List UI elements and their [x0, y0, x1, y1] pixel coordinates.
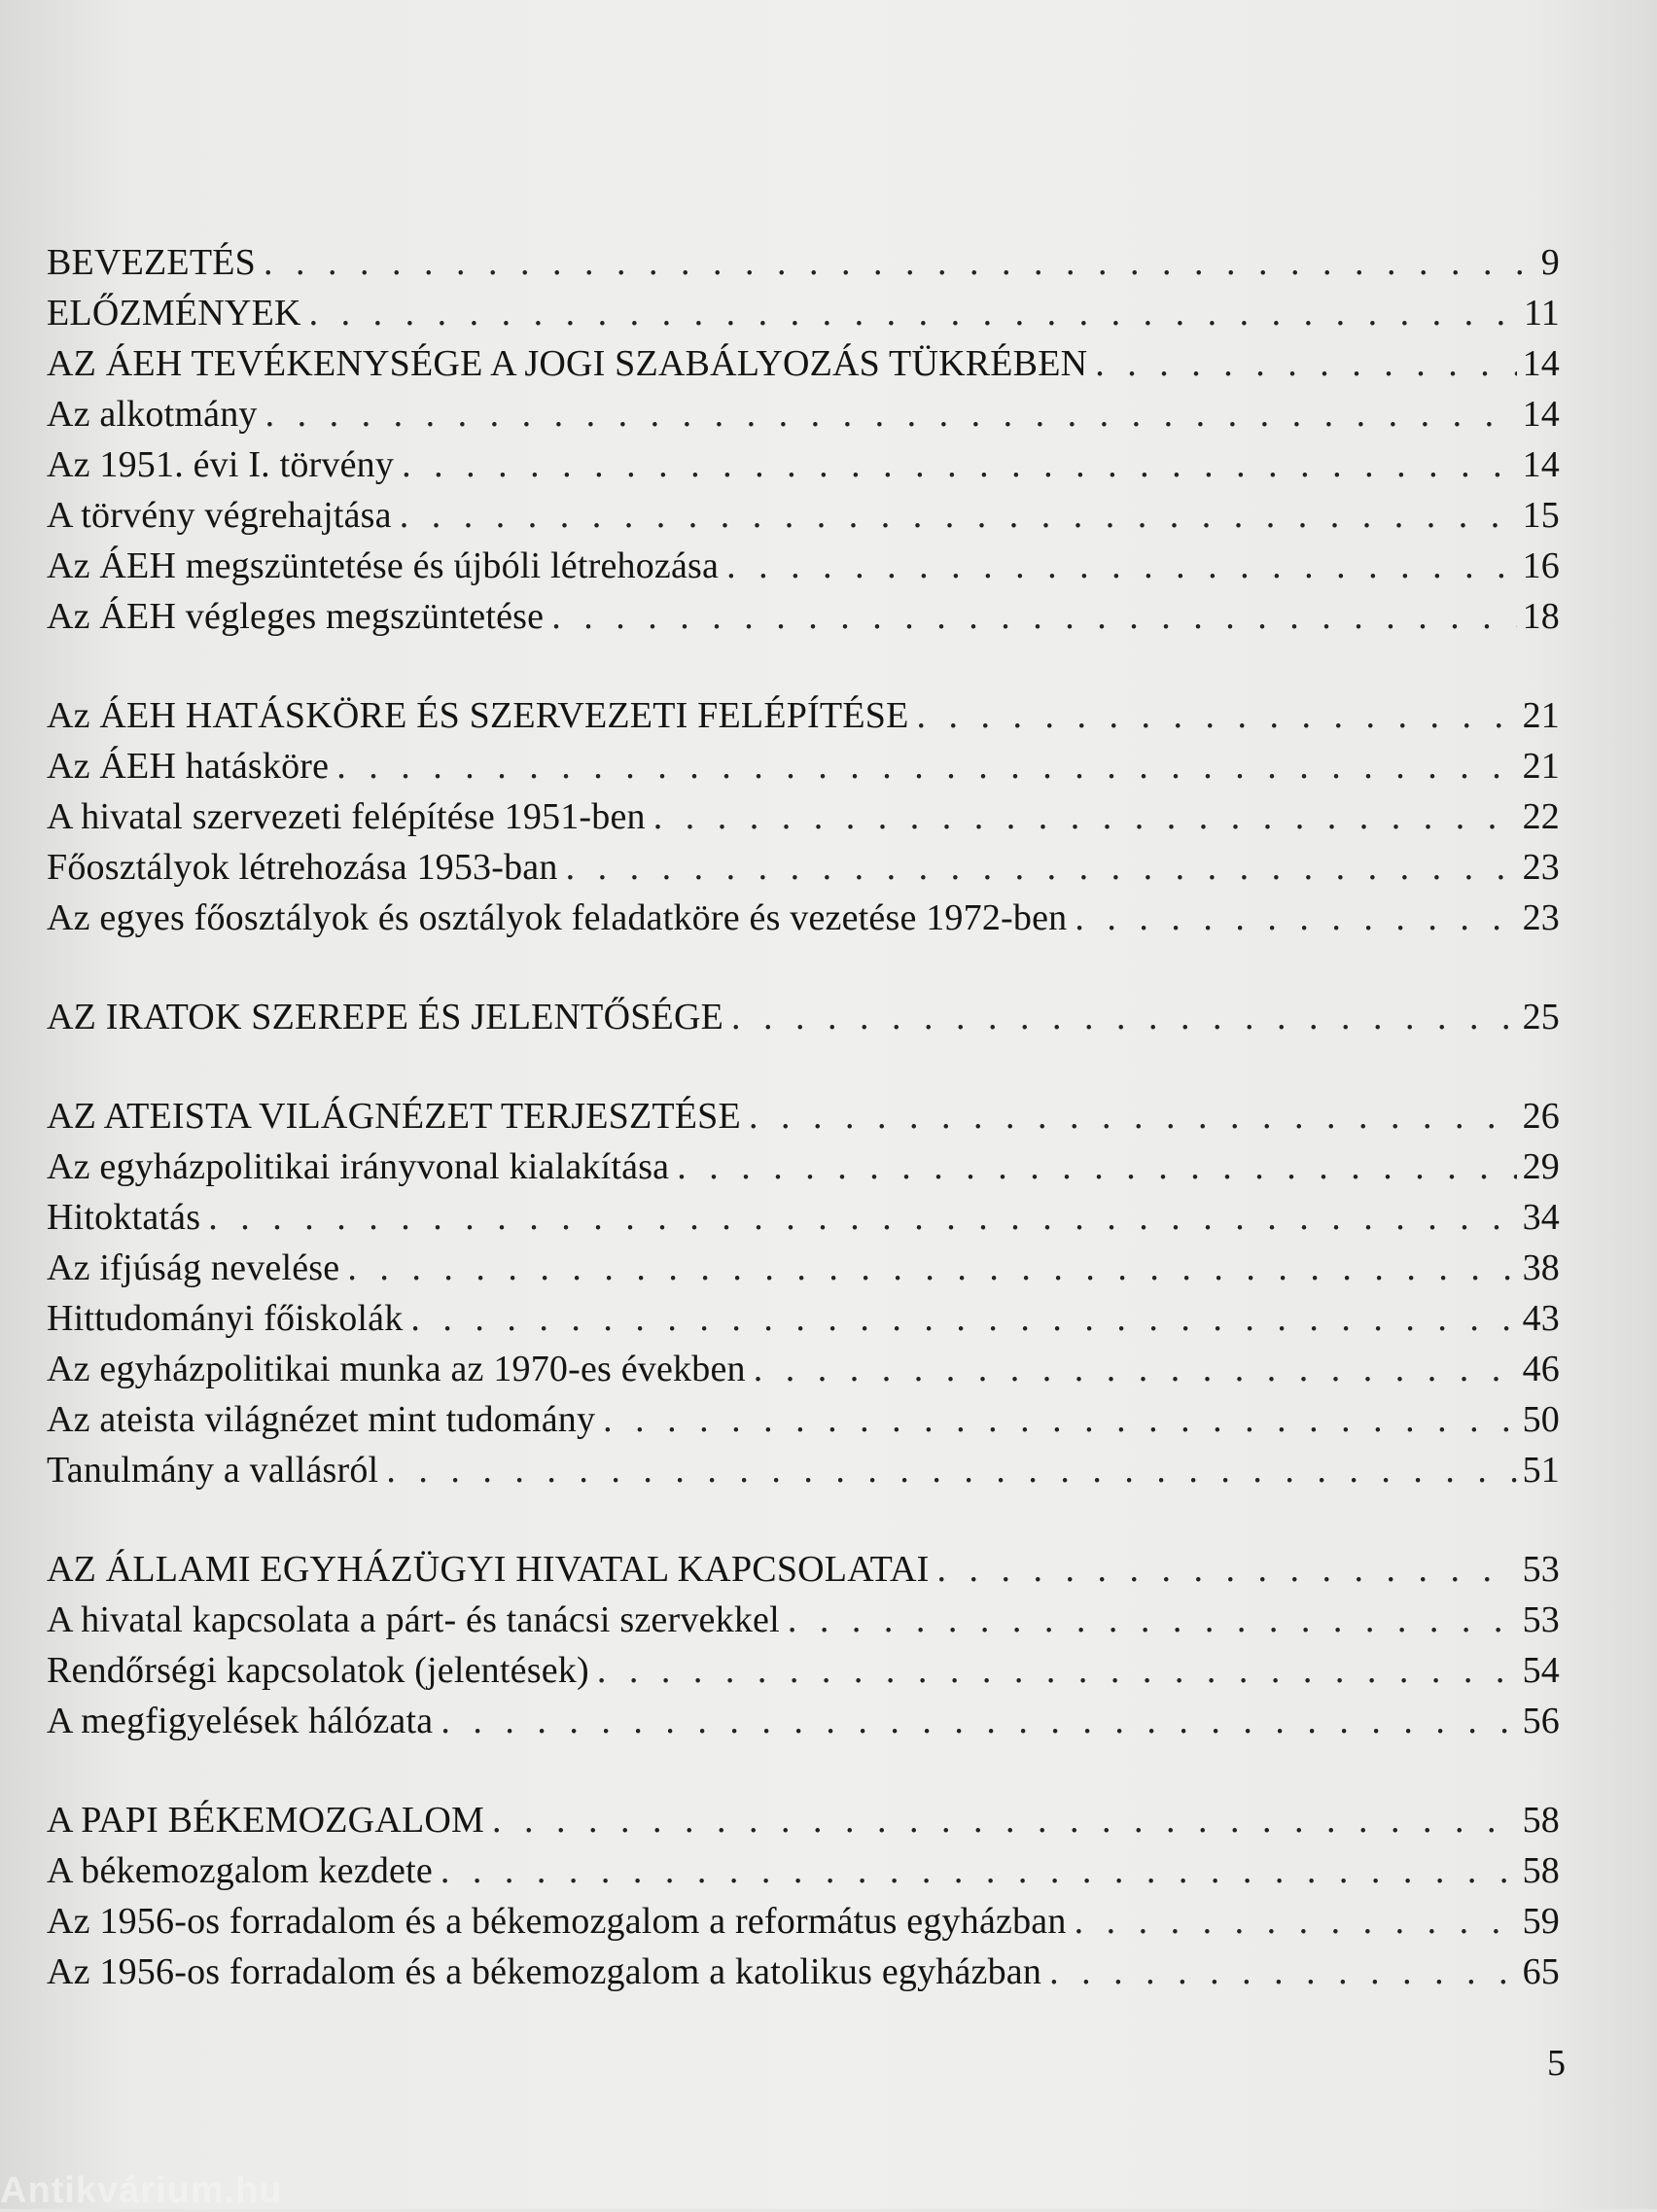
dot-leader	[937, 1548, 1517, 1591]
toc-entry-page: 16	[1522, 545, 1560, 586]
toc-entry-title: A hivatal szervezeti felépítése 1951-ben	[47, 796, 646, 837]
toc-entry-page: 54	[1522, 1650, 1560, 1691]
dot-leader	[402, 443, 1517, 486]
dot-leader	[265, 393, 1517, 436]
dot-leader	[1095, 342, 1516, 385]
toc-entry	[47, 1196, 1560, 1246]
toc-entry	[47, 443, 1560, 494]
toc-entry	[47, 996, 1560, 1046]
toc-entry-title: Az ifjúság nevelése	[47, 1247, 340, 1288]
dot-leader	[1075, 896, 1516, 939]
toc-entry	[47, 1449, 1560, 1499]
toc-entry-page: 46	[1522, 1349, 1560, 1389]
toc-entry-page: 43	[1522, 1298, 1560, 1339]
dot-leader	[400, 494, 1517, 537]
toc-entry	[47, 1598, 1560, 1649]
toc-entry	[47, 1700, 1560, 1750]
toc-entry	[47, 393, 1560, 443]
toc-entry-page: 14	[1522, 444, 1560, 485]
toc-entry-page: 38	[1522, 1247, 1560, 1288]
toc-entry	[47, 1649, 1560, 1700]
toc-entry	[47, 795, 1560, 846]
toc-entry-title: A hivatal kapcsolata a párt- és tanácsi szervekkel	[47, 1599, 780, 1640]
dot-leader	[726, 544, 1516, 587]
dot-leader	[749, 1095, 1517, 1138]
toc-entry	[47, 745, 1560, 795]
toc-entry-page: 51	[1522, 1450, 1560, 1491]
toc-entry	[47, 241, 1560, 292]
toc-entry-title: Rendőrségi kapcsolatok (jelentések)	[47, 1650, 589, 1691]
toc-entry-title: Az egyházpolitikai irányvonal kialakítása	[47, 1146, 670, 1187]
dot-leader	[551, 595, 1516, 638]
dot-leader	[264, 241, 1531, 284]
toc-entry-title: Az ÁEH végleges megszüntetése	[47, 596, 545, 637]
toc-entry-title: Hittudományi főiskolák	[47, 1298, 404, 1339]
dot-leader	[347, 1246, 1516, 1289]
toc-entry-title: A törvény végrehajtása	[47, 495, 392, 536]
toc-entry-page: 53	[1522, 1549, 1560, 1590]
toc-entry-page: 21	[1522, 746, 1560, 787]
dot-leader	[677, 1145, 1516, 1188]
toc-entry-title: Az ÁEH megszüntetése és újbóli létrehozása	[47, 545, 720, 586]
toc-entry-page: 26	[1522, 1096, 1560, 1137]
toc-entry-page: 14	[1522, 343, 1560, 384]
toc-entry	[47, 1348, 1560, 1398]
watermark: Antikvárium.hu	[0, 2170, 283, 2211]
toc-entry-page: 22	[1522, 796, 1560, 837]
dot-leader	[386, 1449, 1516, 1492]
toc-entry-title: ELŐZMÉNYEK	[47, 293, 301, 334]
toc-entry	[47, 694, 1560, 745]
dot-leader	[597, 1649, 1517, 1692]
toc-entry-title: Tanulmány a vallásról	[47, 1450, 379, 1491]
dot-leader	[309, 292, 1518, 334]
toc-entry-title: Az egyházpolitikai munka az 1970-es években	[47, 1349, 746, 1389]
dot-leader	[441, 1700, 1516, 1742]
toc-entry-page: 23	[1522, 897, 1560, 938]
toc-entry	[47, 1548, 1560, 1598]
dot-leader	[566, 846, 1517, 889]
toc-entry	[47, 292, 1560, 342]
toc-entry-page: 15	[1522, 495, 1560, 536]
table-of-contents	[47, 241, 1560, 2001]
toc-entry-page: 53	[1522, 1599, 1560, 1640]
toc-entry-title: Az ÁEH HATÁSKÖRE ÉS SZERVEZETI FELÉPÍTÉSE	[47, 695, 909, 736]
page-number: 5	[1547, 2043, 1566, 2084]
dot-leader	[441, 1849, 1517, 1892]
toc-entry	[47, 1950, 1560, 2001]
toc-entry-title: Főosztályok létrehozása 1953-ban	[47, 847, 558, 888]
toc-entry	[47, 896, 1560, 947]
dot-leader	[653, 795, 1517, 838]
toc-entry	[47, 1900, 1560, 1950]
toc-entry-page: 29	[1522, 1146, 1560, 1187]
dot-leader	[410, 1297, 1516, 1340]
toc-entry-page: 34	[1522, 1197, 1560, 1238]
toc-entry-page: 18	[1522, 596, 1560, 637]
toc-entry	[47, 1145, 1560, 1196]
dot-leader	[917, 694, 1517, 737]
toc-entry	[47, 544, 1560, 595]
toc-entry-title: Az 1951. évi I. törvény	[47, 444, 395, 485]
toc-entry-title: AZ ÁEH TEVÉKENYSÉGE A JOGI SZABÁLYOZÁS TÜKRÉBEN	[47, 343, 1088, 384]
dot-leader	[788, 1598, 1517, 1641]
toc-entry-title: Az 1956-os forradalom és a békemozgalom a református egyházban	[47, 1901, 1067, 1942]
toc-entry-page: 23	[1522, 847, 1560, 888]
toc-entry-page: 56	[1522, 1701, 1560, 1741]
toc-entry	[47, 846, 1560, 896]
dot-leader	[754, 1348, 1517, 1390]
toc-entry-title: A megfigyelések hálózata	[47, 1701, 434, 1741]
toc-entry-page: 14	[1522, 394, 1560, 435]
toc-entry	[47, 1095, 1560, 1145]
toc-entry	[47, 1799, 1560, 1849]
toc-entry	[47, 595, 1560, 646]
toc-entry	[47, 1398, 1560, 1449]
toc-entry-page: 58	[1522, 1850, 1560, 1891]
toc-entry-page: 50	[1522, 1399, 1560, 1440]
toc-entry-title: AZ ATEISTA VILÁGNÉZET TERJESZTÉSE	[47, 1096, 741, 1137]
toc-entry-title: Az ÁEH hatásköre	[47, 746, 330, 787]
toc-entry	[47, 1246, 1560, 1297]
toc-entry-page: 58	[1522, 1800, 1560, 1841]
dot-leader	[731, 996, 1517, 1038]
toc-entry	[47, 342, 1560, 393]
toc-entry-title: Az 1956-os forradalom és a békemozgalom a katolikus egyházban	[47, 1951, 1042, 1992]
toc-entry	[47, 1849, 1560, 1900]
dot-leader	[492, 1799, 1517, 1842]
toc-entry-page: 21	[1522, 695, 1560, 736]
toc-entry-page: 9	[1540, 242, 1560, 283]
toc-entry-title: A PAPI BÉKEMOZGALOM	[47, 1800, 485, 1841]
toc-entry-page: 59	[1522, 1901, 1560, 1942]
toc-entry-title: AZ ÁLLAMI EGYHÁZÜGYI HIVATAL KAPCSOLATAI	[47, 1549, 930, 1590]
toc-entry-title: A békemozgalom kezdete	[47, 1850, 433, 1891]
dot-leader	[1049, 1950, 1517, 1993]
toc-entry	[47, 1297, 1560, 1348]
toc-entry-page: 25	[1522, 997, 1560, 1037]
toc-entry-title: Hitoktatás	[47, 1197, 201, 1238]
toc-entry-title: Az alkotmány	[47, 394, 258, 435]
dot-leader	[336, 745, 1516, 788]
toc-entry-title: AZ IRATOK SZEREPE ÉS JELENTŐSÉGE	[47, 997, 724, 1037]
toc-entry-page: 65	[1522, 1951, 1560, 1992]
dot-leader	[603, 1398, 1516, 1441]
toc-entry-title: Az egyes főosztályok és osztályok feladatköre és vezetése 1972-ben	[47, 897, 1068, 938]
dot-leader	[1075, 1900, 1517, 1943]
toc-entry	[47, 494, 1560, 544]
toc-entry-title: Az ateista világnézet mint tudomány	[47, 1399, 596, 1440]
dot-leader	[208, 1196, 1516, 1239]
toc-entry-title: BEVEZETÉS	[47, 242, 256, 283]
toc-entry-page: 11	[1524, 293, 1560, 334]
